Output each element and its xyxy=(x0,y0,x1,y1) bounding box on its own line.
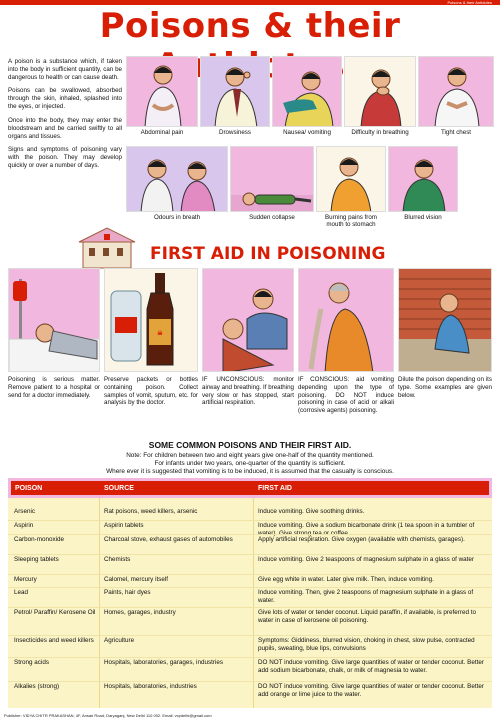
first-aid-text: IF UNCONSCIOUS: monitor airway and breathing. If breathing very slow or has stopped, start artificial respiration. xyxy=(202,376,294,407)
intro-paragraph: Once into the body, they may enter the bloodstream and be carried swiftly to all organs and tissues. xyxy=(8,116,122,140)
source-cell: Calomel, mercury itself xyxy=(104,576,169,583)
symptom-illustration xyxy=(418,56,494,127)
symptom-collapse xyxy=(230,146,314,221)
first-aid-cell: Symptoms: Giddiness, blurred vision, choking in chest, slow pulse, contracted pupils, sweating, blue lips, convulsions xyxy=(258,637,475,652)
column-header-poison: POISON xyxy=(15,485,43,492)
column-header-first-aid: FIRST AID xyxy=(258,485,292,492)
symptom-drowsiness xyxy=(200,56,270,136)
poison-cell: Lead xyxy=(14,589,29,596)
symptom-illustration xyxy=(126,56,198,127)
poison-cell: Insecticides and weed killers xyxy=(14,637,94,644)
row-divider xyxy=(8,520,492,521)
first-aid-cell: Induce vomiting. Then, give 2 teaspoons of magnesium sulphate in a glass of water. xyxy=(258,589,474,604)
symptom-odours xyxy=(126,146,228,221)
row-divider xyxy=(8,574,492,575)
symptom-illustration xyxy=(272,56,342,127)
page-title: Poisons & their xyxy=(99,6,401,46)
note-line: Where ever it is suggested that vomiting is to be induced, it is assumed that the casualty is conscious. xyxy=(106,468,394,476)
source-cell: Rat poisons, weed killers, arsenic xyxy=(104,508,198,515)
symptom-breathing xyxy=(344,56,416,136)
source-cell: Charcoal stove, exhaust gases of automobiles xyxy=(104,536,233,543)
first-aid-cell: Induce vomiting. Give a sodium bicarbonate drink (1 tea spoon in a tumbler of xyxy=(258,522,475,529)
first-aid-cell: DO NOT induce vomiting. Give large quantities of water or tender coconut. Better add sodium bicarbonate, chalk, or milk of magnesia to water. xyxy=(258,659,484,674)
intro-paragraph: Poisons can be swallowed, absorbed through the skin, inhaled, splashed into the eyes, or injected. xyxy=(8,87,122,111)
symptom-caption: Abdominal pain xyxy=(140,129,184,136)
source-cell: Chemists xyxy=(104,556,131,563)
symptom-illustration xyxy=(200,56,270,127)
first-aid-panel-vomiting xyxy=(298,268,394,372)
first-aid-cell: Give lots of water or tender coconut. Liquid paraffin, if available, is preferred to water in case of kerosene oil poisoning. xyxy=(258,609,476,624)
row-divider xyxy=(8,635,492,636)
symptom-caption: Nausea/ vomiting xyxy=(283,129,331,136)
row-divider xyxy=(8,534,492,535)
first-aid-text: Preserve packets or bottles containing poison. Collect samples of vomit, sputum, etc. for analysis by the doctor. xyxy=(104,376,198,407)
first-aid-title: FIRST AID IN POISONING xyxy=(150,244,386,264)
note-line: Note: For children between two and eight years give one-half of the quantity mentioned. xyxy=(126,452,374,459)
poison-cell: Strong acids xyxy=(14,659,50,666)
column-divider xyxy=(99,498,100,708)
source-cell: Paints, hair dyes xyxy=(104,589,151,596)
symptom-illustration xyxy=(316,146,386,212)
symptom-caption: Sudden collapse xyxy=(249,214,295,221)
row-divider xyxy=(8,657,492,658)
source-cell: Homes, garages, industry xyxy=(104,609,176,616)
first-aid-text: Dilute the poison depending on its type. Some examples are given below. xyxy=(398,376,492,399)
intro-paragraph: A poison is a substance which, if taken into the body in sufficient quantity, can be dangerous to health or can cause death. xyxy=(8,58,122,82)
note-line: For infants under two years, one-quarter of the quantity is sufficient. xyxy=(154,460,346,468)
intro-paragraph: Signs and symptoms of poisoning vary with the poison. They may develop quickly or over a number of days. xyxy=(8,145,122,170)
column-header-source: SOURCE xyxy=(104,485,134,492)
symptom-caption: Drowsiness xyxy=(219,129,251,136)
svg-text:☠: ☠ xyxy=(157,331,163,337)
source-cell: Hospitals, laboratories, garages, industries xyxy=(104,659,224,666)
source-cell: Aspirin tablets xyxy=(104,522,144,529)
symptom-abdominal-pain xyxy=(126,56,198,136)
first-aid-text: Poisoning is serious matter. Remove patient to a hospital or send for a doctor immediately. xyxy=(8,376,100,399)
symptom-caption: Burning pains from mouth to stomach xyxy=(325,214,377,228)
row-divider xyxy=(8,681,492,682)
first-aid-panel-respiration xyxy=(202,268,294,372)
symptom-illustration xyxy=(230,146,314,212)
symptom-blurred-vision xyxy=(388,146,458,221)
poison-cell: Petrol/ Paraffin/ Kerosene Oil xyxy=(14,609,96,616)
symptom-caption: Blurred vision xyxy=(404,214,442,221)
hospital-illustration xyxy=(75,226,139,270)
poison-cell: Sleeping tablets xyxy=(14,556,59,563)
poison-cell: Aspirin xyxy=(14,522,34,529)
poison-cell: Alkalies (strong) xyxy=(14,683,60,690)
poisons-table xyxy=(8,478,492,708)
first-aid-cell: Apply artificial respiration. Give oxygen (available with chemists, garages). xyxy=(258,536,465,543)
symptom-nausea xyxy=(272,56,342,136)
first-aid-cell: Induce vomiting. Give 2 teaspoons of magnesium sulphate in a glass of water xyxy=(258,556,474,563)
poison-cell: Carbon-monoxide xyxy=(14,536,65,543)
top-label: Poisons & their Antidotes xyxy=(447,0,492,5)
table-header xyxy=(8,478,492,498)
symptom-tight-chest xyxy=(418,56,494,136)
symptom-caption: Tight chest xyxy=(440,129,472,136)
first-aid-panel-dilute xyxy=(398,268,492,372)
publisher-footer: Publisher: VIDYA CHITR PRAKASHAN, 4F, Ansari Road, Daryaganj, New Delhi 110 002. Email: vcpdelhi@gmail.com xyxy=(4,713,212,718)
first-aid-cell: DO NOT induce vomiting. Give large quantities of water or tender coconut. Better add orange or lime juice to the water. xyxy=(258,683,484,698)
first-aid-text: IF CONSCIOUS: aid vomiting depending upon the type of poisoning. DO NOT induce poisoning in case of acid or alkali (corrosive agents) poisoning. xyxy=(298,376,394,415)
symptom-caption: Odours in breath xyxy=(153,214,201,221)
first-aid-cell: Give egg white in water. Later give milk. Then, induce vomiting. xyxy=(258,576,434,583)
top-banner xyxy=(0,0,500,5)
common-poisons-notes xyxy=(0,452,500,477)
poison-cell: Mercury xyxy=(14,576,37,583)
first-aid-cell: Induce vomiting. Give soothing drinks. xyxy=(258,508,365,515)
row-divider xyxy=(8,607,492,608)
symptom-illustration xyxy=(344,56,416,127)
symptom-illustration xyxy=(126,146,228,212)
row-divider xyxy=(8,554,492,555)
source-cell: Agriculture xyxy=(104,637,135,644)
first-aid-panel-bottles xyxy=(104,268,198,372)
source-cell: Hospitals, laboratories, industries xyxy=(104,683,197,690)
symptom-caption: Difficulty in breathing xyxy=(351,129,409,136)
common-poisons-title: SOME COMMON POISONS AND THEIR FIRST AID. xyxy=(148,440,352,450)
intro-text xyxy=(8,58,122,175)
symptom-burning xyxy=(316,146,386,228)
row-divider xyxy=(8,587,492,588)
symptom-illustration xyxy=(388,146,458,212)
first-aid-panel-hospital xyxy=(8,268,100,372)
poison-cell: Arsenic xyxy=(14,508,35,515)
